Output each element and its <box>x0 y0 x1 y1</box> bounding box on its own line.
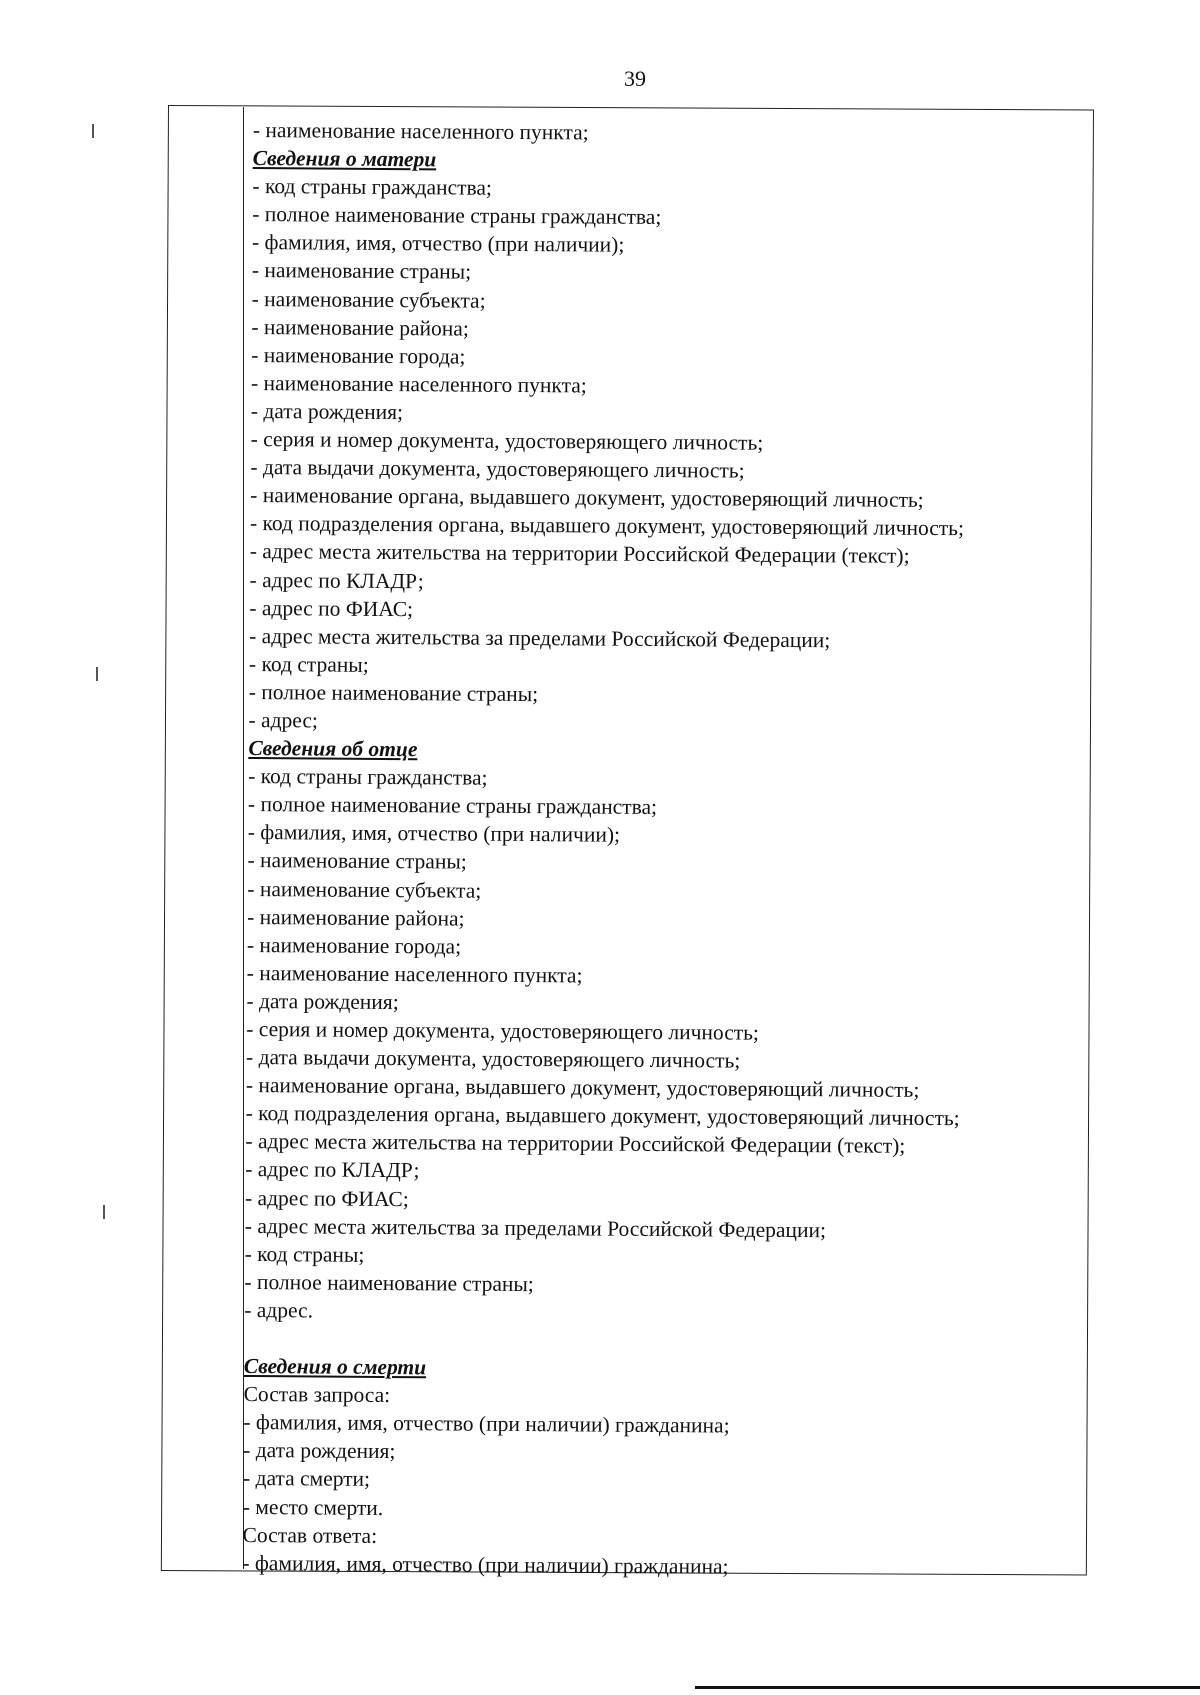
section-heading: Сведения об отце <box>248 736 418 762</box>
scan-margin-mark <box>103 1205 105 1219</box>
list-item: - фамилия, имя, отчество (при наличии); <box>247 820 621 848</box>
list-item: - серия и номер документа, удостоверяющего личность; <box>250 427 764 455</box>
scan-margin-mark <box>96 667 98 681</box>
list-item: - дата выдачи документа, удостоверяющего личность; <box>250 455 745 483</box>
list-item: - адрес. <box>244 1297 314 1323</box>
list-item: - фамилия, имя, отчество (при наличии); <box>251 230 625 258</box>
list-item: - полное наименование страны; <box>244 1269 534 1296</box>
list-item: - фамилия, имя, отчество (при наличии) гражданина; <box>243 1410 730 1438</box>
list-item: - дата рождения; <box>243 1438 396 1464</box>
list-item: - код подразделения органа, выдавшего документ, удостоверяющий личность; <box>245 1101 960 1131</box>
list-item: - наименование страны; <box>251 258 472 285</box>
section-label: Состав ответа: <box>242 1522 378 1548</box>
list-item: - полное наименование страны гражданства; <box>252 202 662 230</box>
list-item: - адрес места жительства за пределами Российской Федерации; <box>249 623 831 652</box>
list-item: - серия и номер документа, удостоверяющего личность; <box>246 1016 760 1045</box>
list-item: - адрес по КЛАДР; <box>249 567 424 593</box>
list-item: - адрес места жительства на территории Российской Федерации (текст); <box>249 539 910 569</box>
list-item: - полное наименование страны гражданства; <box>247 792 658 820</box>
list-item: - адрес места жительства на территории Российской Федерации (текст); <box>245 1129 906 1159</box>
list-item: - место смерти. <box>242 1494 384 1520</box>
list-item: - наименование города; <box>251 342 466 369</box>
list-item: - наименование органа, выдавшего документ, удостоверяющий личность; <box>250 483 924 513</box>
list-item: - адрес по ФИАС; <box>249 595 414 621</box>
list-item: - наименование района; <box>251 314 469 341</box>
table-cell-content <box>242 116 1093 1583</box>
scan-margin-mark <box>92 124 94 138</box>
list-item: - наименование города; <box>246 932 462 959</box>
list-item: - наименование страны; <box>247 848 467 875</box>
list-item: - код страны; <box>248 651 369 677</box>
section-heading: Сведения о смерти <box>243 1353 427 1380</box>
list-item: - наименование субъекта; <box>247 876 482 903</box>
section-label: Состав запроса: <box>243 1382 391 1408</box>
list-item: - полное наименование страны; <box>248 679 539 706</box>
list-item: - адрес по КЛАДР; <box>245 1157 420 1183</box>
list-item: - адрес места жительства за пределами Российской Федерации; <box>244 1213 827 1242</box>
list-item: - адрес; <box>248 707 319 733</box>
list-item: - наименование района; <box>247 904 465 931</box>
list-item: - код страны гражданства; <box>252 174 493 200</box>
list-item: - код страны; <box>244 1241 365 1267</box>
list-item: - наименование органа, выдавшего документ, удостоверяющий личность; <box>245 1073 920 1103</box>
list-item: - адрес по ФИАС; <box>244 1185 409 1211</box>
page-number: 39 <box>624 66 646 91</box>
list-item: - наименование населенного пункта; <box>250 370 587 398</box>
list-item: - фамилия, имя, отчество (при наличии) гражданина; <box>242 1550 729 1579</box>
list-item: - дата выдачи документа, удостоверяющего личность; <box>246 1045 741 1073</box>
list-item: - дата рождения; <box>250 398 404 425</box>
list-item: - наименование субъекта; <box>251 286 486 313</box>
list-item: - код подразделения органа, выдавшего документ, удостоверяющий личность; <box>249 511 965 541</box>
section-heading: Сведения о матери <box>252 146 437 172</box>
list-item: - дата рождения; <box>246 988 399 1014</box>
scan-edge-line <box>695 1686 1200 1689</box>
list-item: - дата смерти; <box>242 1466 371 1492</box>
list-item: - наименование населенного пункта; <box>246 960 583 988</box>
list-item: - наименование населенного пункта; <box>252 117 589 145</box>
list-item: - код страны гражданства; <box>248 764 488 790</box>
